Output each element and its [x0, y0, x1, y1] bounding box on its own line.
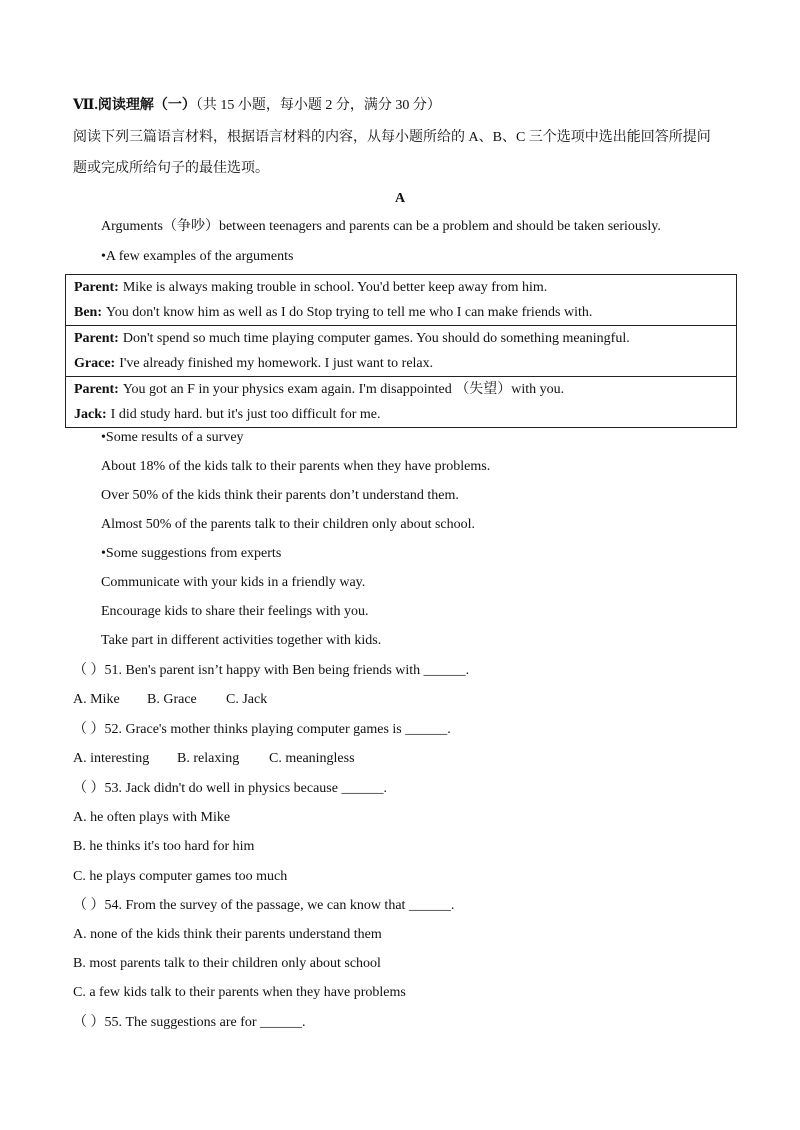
question-53-option-a: A. he often plays with Mike: [73, 810, 231, 825]
option: A. interesting: [73, 751, 150, 766]
speaker-label: Ben:: [74, 305, 102, 320]
suggestion-item: Communicate with your kids in a friendly way.: [101, 575, 366, 590]
survey-heading: •Some results of a survey: [101, 430, 244, 445]
dialog-text: Mike is always making trouble in school. You'd better keep away from him.: [122, 280, 548, 295]
question-54: （ ）54. From the survey of the passage, we can know that ______.: [73, 898, 455, 913]
option: A. Mike: [73, 692, 120, 707]
dialog-block-ben: [66, 275, 736, 326]
question-53-option-c: C. he plays computer games too much: [73, 869, 288, 884]
suggestion-item: Take part in different activities together with kids.: [101, 633, 382, 648]
dialog-text: Don't spend so much time playing computer games. You should do something meaningful.: [122, 331, 630, 346]
speaker-label: Parent:: [74, 331, 119, 346]
question-55: （ ）55. The suggestions are for ______.: [73, 1015, 306, 1030]
survey-item: Over 50% of the kids think their parents don’t understand them.: [101, 488, 459, 503]
dialog-block-grace: [66, 326, 736, 377]
dialog-text: I did study hard. but it's just too difficult for me.: [110, 407, 381, 422]
instruction-line-1: 阅读下列三篇语言材料，根据语言材料的内容，从每小题所给的 A、B、C 三个选项中选出能回答所提问: [73, 130, 711, 145]
dialog-row: [66, 275, 736, 300]
question-54-option-b: B. most parents talk to their children only about school: [73, 956, 381, 971]
survey-item: About 18% of the kids talk to their parents when they have problems.: [101, 459, 491, 474]
dialog-text: You don't know him as well as I do Stop trying to tell me who I can make friends with.: [106, 305, 593, 320]
dialog-row: [66, 351, 736, 376]
option: C. Jack: [226, 692, 268, 707]
option: B. Grace: [147, 692, 197, 707]
section-title-note: （共 15 小题，每小题 2 分，满分 30 分）: [195, 98, 441, 113]
question-53: （ ）53. Jack didn't do well in physics because ______.: [73, 781, 387, 796]
option: B. relaxing: [177, 751, 240, 766]
survey-item: Almost 50% of the parents talk to their children only about school.: [101, 517, 476, 532]
dialog-text: You got an F in your physics exam again. I'm disappointed （失望）with you.: [122, 382, 565, 397]
dialog-block-jack: [66, 377, 736, 427]
section-title-prefix: Ⅶ.阅读理解（一）: [73, 98, 196, 113]
question-51-options: [73, 690, 267, 710]
suggestions-heading: •Some suggestions from experts: [101, 546, 282, 561]
dialog-table: [65, 274, 737, 428]
speaker-label: Jack:: [74, 407, 107, 422]
passage-label: A: [394, 191, 406, 206]
examples-heading: •A few examples of the arguments: [101, 249, 294, 264]
question-53-option-b: B. he thinks it's too hard for him: [73, 839, 255, 854]
dialog-text: I've already finished my homework. I just want to relax.: [119, 356, 434, 371]
option: C. meaningless: [269, 751, 355, 766]
question-52-options: [73, 749, 355, 769]
dialog-row: [66, 300, 736, 325]
suggestion-item: Encourage kids to share their feelings with you.: [101, 604, 369, 619]
speaker-label: Grace:: [74, 356, 116, 371]
question-52: （ ）52. Grace's mother thinks playing computer games is ______.: [73, 722, 451, 737]
dialog-row: [66, 377, 736, 402]
dialog-row: [66, 402, 736, 427]
dialog-row: [66, 326, 736, 351]
question-54-option-c: C. a few kids talk to their parents when they have problems: [73, 985, 406, 1000]
speaker-label: Parent:: [74, 382, 119, 397]
passage-intro: Arguments（争吵）between teenagers and parents can be a problem and should be taken seriously.: [101, 219, 661, 234]
instruction-line-2: 题或完成所给句子的最佳选项。: [73, 161, 269, 176]
section-title: [73, 96, 441, 116]
speaker-label: Parent:: [74, 280, 119, 295]
question-51: （ ）51. Ben's parent isn’t happy with Ben being friends with ______.: [73, 663, 470, 678]
question-54-option-a: A. none of the kids think their parents understand them: [73, 927, 382, 942]
